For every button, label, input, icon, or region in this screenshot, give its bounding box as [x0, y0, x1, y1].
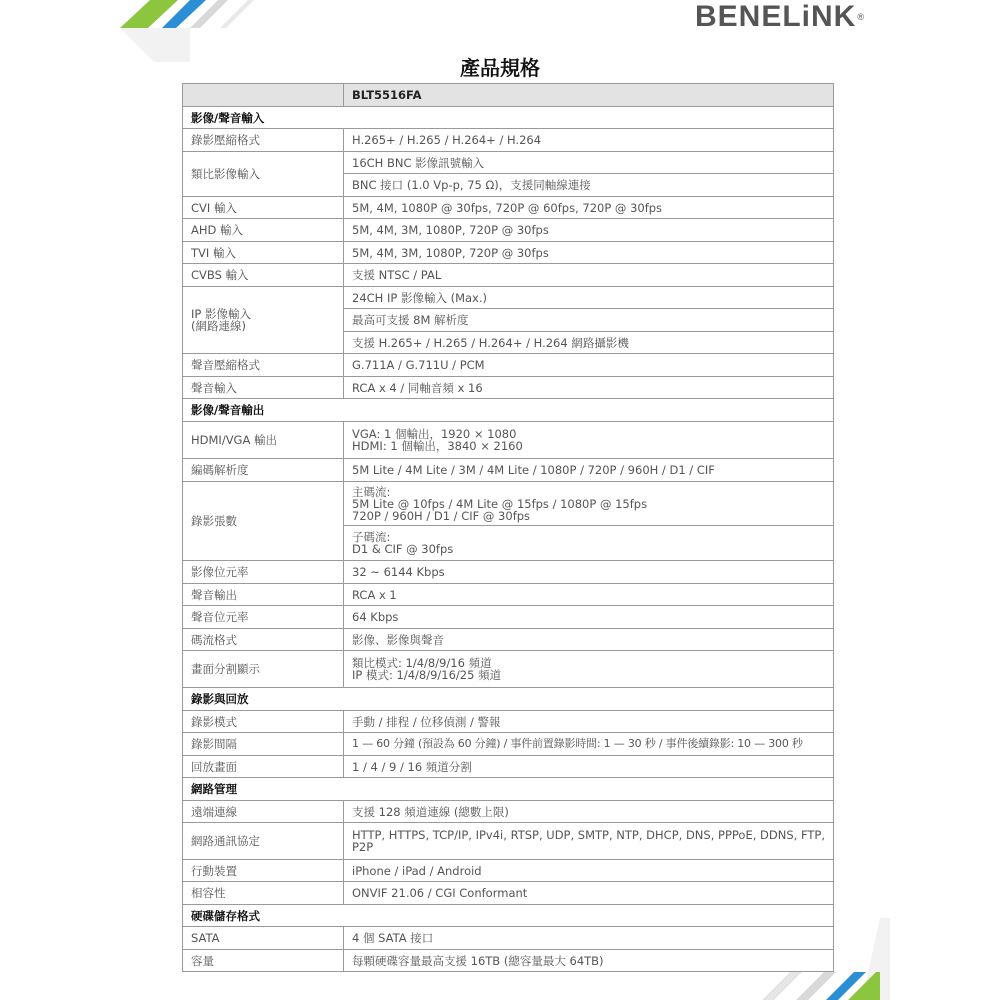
header-empty-cell — [183, 84, 344, 107]
spec-label: 錄影張數 — [183, 482, 344, 561]
table-row — [183, 377, 834, 399]
spec-value: H.265+ / H.265 / H.264+ / H.264 — [344, 129, 834, 152]
spec-label: CVBS 輸入 — [183, 264, 344, 287]
spec-value: RCA x 4 / 同軸音頻 x 16 — [344, 377, 834, 399]
spec-value: 1 / 4 / 9 / 16 頻道分割 — [344, 756, 834, 778]
table-row — [183, 287, 834, 309]
spec-label: 行動裝置 — [183, 860, 344, 882]
spec-value: HTTP, HTTPS, TCP/IP, IPv4i, RTSP, UDP, SMTP, NTP, DHCP, DNS, PPPoE, DDNS, FTP, P2P — [344, 823, 834, 860]
spec-label: TVI 輸入 — [183, 242, 344, 264]
spec-value: VGA: 1 個輸出，1920 × 1080 HDMI: 1 個輸出，3840 × 2160 — [344, 422, 834, 459]
spec-label: 碼流格式 — [183, 629, 344, 651]
spec-value: iPhone / iPad / Android — [344, 860, 834, 882]
spec-value: 最高可支援 8M 解析度 — [344, 309, 834, 332]
spec-value: 64 Kbps — [344, 606, 834, 629]
table-row — [183, 584, 834, 606]
spec-value: 子碼流: D1 & CIF @ 30fps — [344, 526, 834, 561]
spec-label: 聲音壓縮格式 — [183, 354, 344, 377]
spec-value: 5M, 4M, 3M, 1080P, 720P @ 30fps — [344, 219, 834, 242]
spec-label: 畫面分割顯示 — [183, 651, 344, 688]
spec-label: CVI 輸入 — [183, 197, 344, 219]
table-row — [183, 354, 834, 377]
spec-value: 32 ~ 6144 Kbps — [344, 561, 834, 584]
spec-value: 支援 NTSC / PAL — [344, 264, 834, 287]
spec-value: RCA x 1 — [344, 584, 834, 606]
section-row — [183, 778, 834, 801]
table-row — [183, 733, 834, 756]
spec-value: G.711A / G.711U / PCM — [344, 354, 834, 377]
spec-value: 4 個 SATA 接口 — [344, 927, 834, 950]
spec-value: 5M, 4M, 1080P @ 30fps, 720P @ 60fps, 720P @ 30fps — [344, 197, 834, 219]
spec-label: HDMI/VGA 輸出 — [183, 422, 344, 459]
spec-label: AHD 輸入 — [183, 219, 344, 242]
table-row — [183, 459, 834, 482]
spec-value: 支援 H.265+ / H.265 / H.264+ / H.264 網路攝影機 — [344, 332, 834, 354]
section-row — [183, 107, 834, 129]
table-row — [183, 482, 834, 526]
spec-value: 支援 128 頻道連線 (總數上限) — [344, 801, 834, 823]
spec-label: 編碼解析度 — [183, 459, 344, 482]
spec-label: 聲音輸出 — [183, 584, 344, 606]
spec-value: ONVIF 21.06 / CGI Conformant — [344, 882, 834, 905]
page-title: 產品規格 — [460, 56, 540, 80]
spec-value: 手動 / 排程 / 位移偵測 / 警報 — [344, 711, 834, 733]
spec-label: 回放畫面 — [183, 756, 344, 778]
table-row — [183, 242, 834, 264]
table-row — [183, 129, 834, 152]
spec-value: 16CH BNC 影像訊號輸入 — [344, 152, 834, 174]
section-row — [183, 399, 834, 422]
spec-label: 類比影像輸入 — [183, 152, 344, 197]
spec-label: 遠端連線 — [183, 801, 344, 823]
table-row — [183, 219, 834, 242]
spec-value: 1 — 60 分鐘 (預設為 60 分鐘) / 事件前置錄影時間: 1 — 30 秒 / 事件後續錄影: 10 — 300 秒 — [344, 733, 834, 756]
table-row — [183, 882, 834, 905]
spec-label: 相容性 — [183, 882, 344, 905]
section-row — [183, 688, 834, 711]
table-row — [183, 950, 834, 972]
table-row — [183, 152, 834, 174]
section-title: 影像/聲音輸出 — [183, 399, 834, 422]
table-row — [183, 561, 834, 584]
model-name: BLT5516FA — [344, 84, 834, 107]
spec-label: 錄影模式 — [183, 711, 344, 733]
brand-logo — [695, 0, 865, 33]
spec-value: 每顆硬碟容量最高支援 16TB (總容量最大 64TB) — [344, 950, 834, 972]
table-row — [183, 651, 834, 688]
section-row — [183, 905, 834, 927]
brand-logo-text: BENELiNK — [695, 0, 857, 33]
table-row — [183, 927, 834, 950]
spec-value: 影像、影像與聲音 — [344, 629, 834, 651]
spec-value: 5M Lite / 4M Lite / 3M / 4M Lite / 1080P / 720P / 960H / D1 / CIF — [344, 459, 834, 482]
table-row — [183, 823, 834, 860]
spec-label: 容量 — [183, 950, 344, 972]
spec-value: BNC 接口 (1.0 Vp-p, 75 Ω)，支援同軸線連接 — [344, 174, 834, 197]
table-row — [183, 756, 834, 778]
spec-value: 主碼流: 5M Lite @ 10fps / 4M Lite @ 15fps / 1080P @ 15fps 720P / 960H / D1 / CIF @ 30fps — [344, 482, 834, 526]
spec-label: 錄影間隔 — [183, 733, 344, 756]
spec-label: 網路通訊協定 — [183, 823, 344, 860]
table-row — [183, 606, 834, 629]
spec-label: IP 影像輸入 (網路連線) — [183, 287, 344, 354]
section-title: 硬碟儲存格式 — [183, 905, 834, 927]
table-row — [183, 711, 834, 733]
table-row — [183, 197, 834, 219]
section-title: 影像/聲音輸入 — [183, 107, 834, 129]
table-row — [183, 629, 834, 651]
table-row — [183, 860, 834, 882]
section-title: 網路管理 — [183, 778, 834, 801]
table-row — [183, 422, 834, 459]
trademark-mark: ® — [857, 12, 865, 22]
spec-value: 5M, 4M, 3M, 1080P, 720P @ 30fps — [344, 242, 834, 264]
spec-label: 錄影壓縮格式 — [183, 129, 344, 152]
section-title: 錄影與回放 — [183, 688, 834, 711]
spec-label: 聲音位元率 — [183, 606, 344, 629]
spec-table — [182, 83, 834, 972]
spec-value: 24CH IP 影像輸入 (Max.) — [344, 287, 834, 309]
spec-label: 聲音輸入 — [183, 377, 344, 399]
table-row — [183, 264, 834, 287]
table-header-row — [183, 84, 834, 107]
spec-value: 類比模式: 1/4/8/9/16 頻道 IP 模式: 1/4/8/9/16/25 頻道 — [344, 651, 834, 688]
spec-label: 影像位元率 — [183, 561, 344, 584]
spec-label: SATA — [183, 927, 344, 950]
table-row — [183, 801, 834, 823]
